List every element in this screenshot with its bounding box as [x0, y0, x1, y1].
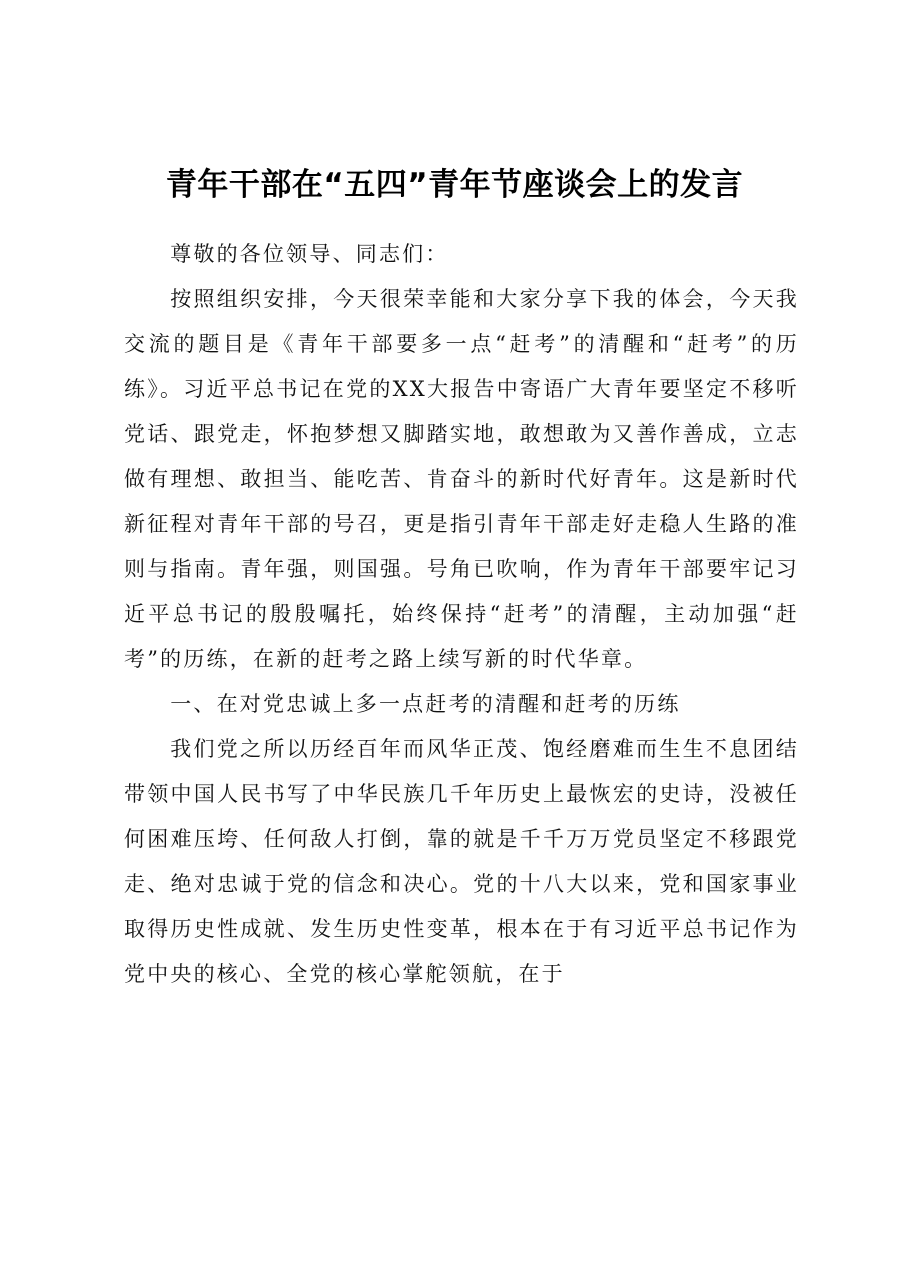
document-title: 青年干部在“五四”青年节座谈会上的发言 — [165, 167, 744, 203]
salutation: 尊敬的各位领导、同志们： — [170, 242, 449, 266]
paragraph-intro: 按照组织安排，今天很荣幸能和大家分享下我的体会，今天我交流的题目是《青年干部要多一点“赶考”的清醒和“赶考”的历练》。习近平总书记在党的XX大报告中寄语广大青年要坚定不移听党话、跟党走，怀抱梦想又脚踏实地，敢想敢为又善作善成，立志做有理想、敢担当、能吃苦、肯奋斗的新时代好青年。这是新时代新征程对青年干部的号召，更是指引青年干部走好走稳人生路的准则与指南。青年强，则国强。号角已吹响，作为青年干部要牢记习近平总书记的殷殷嘱托，始终保持“赶考”的清醒，主动加强“赶考”的历练，在新的赶考之路上续写新的时代华章。 — [124, 287, 799, 671]
section-heading: 一、在对党忠诚上多一点赶考的清醒和赶考的历练 — [170, 692, 681, 716]
paragraph-section-one: 我们党之所以历经百年而风华正茂、饱经磨难而生生不息团结带领中国人民书写了中华民族几千年历史上最恢宏的史诗，没被任何困难压垮、任何敌人打倒，靠的就是千千万万党员坚定不移跟党走、绝对忠诚于党的信念和决心。党的十八大以来，党和国家事业取得历史性成就、发生历史性变革，根本在于有习近平总书记作为党中央的核心、全党的核心掌舵领航，在于 — [124, 737, 799, 986]
document-body — [124, 232, 799, 997]
